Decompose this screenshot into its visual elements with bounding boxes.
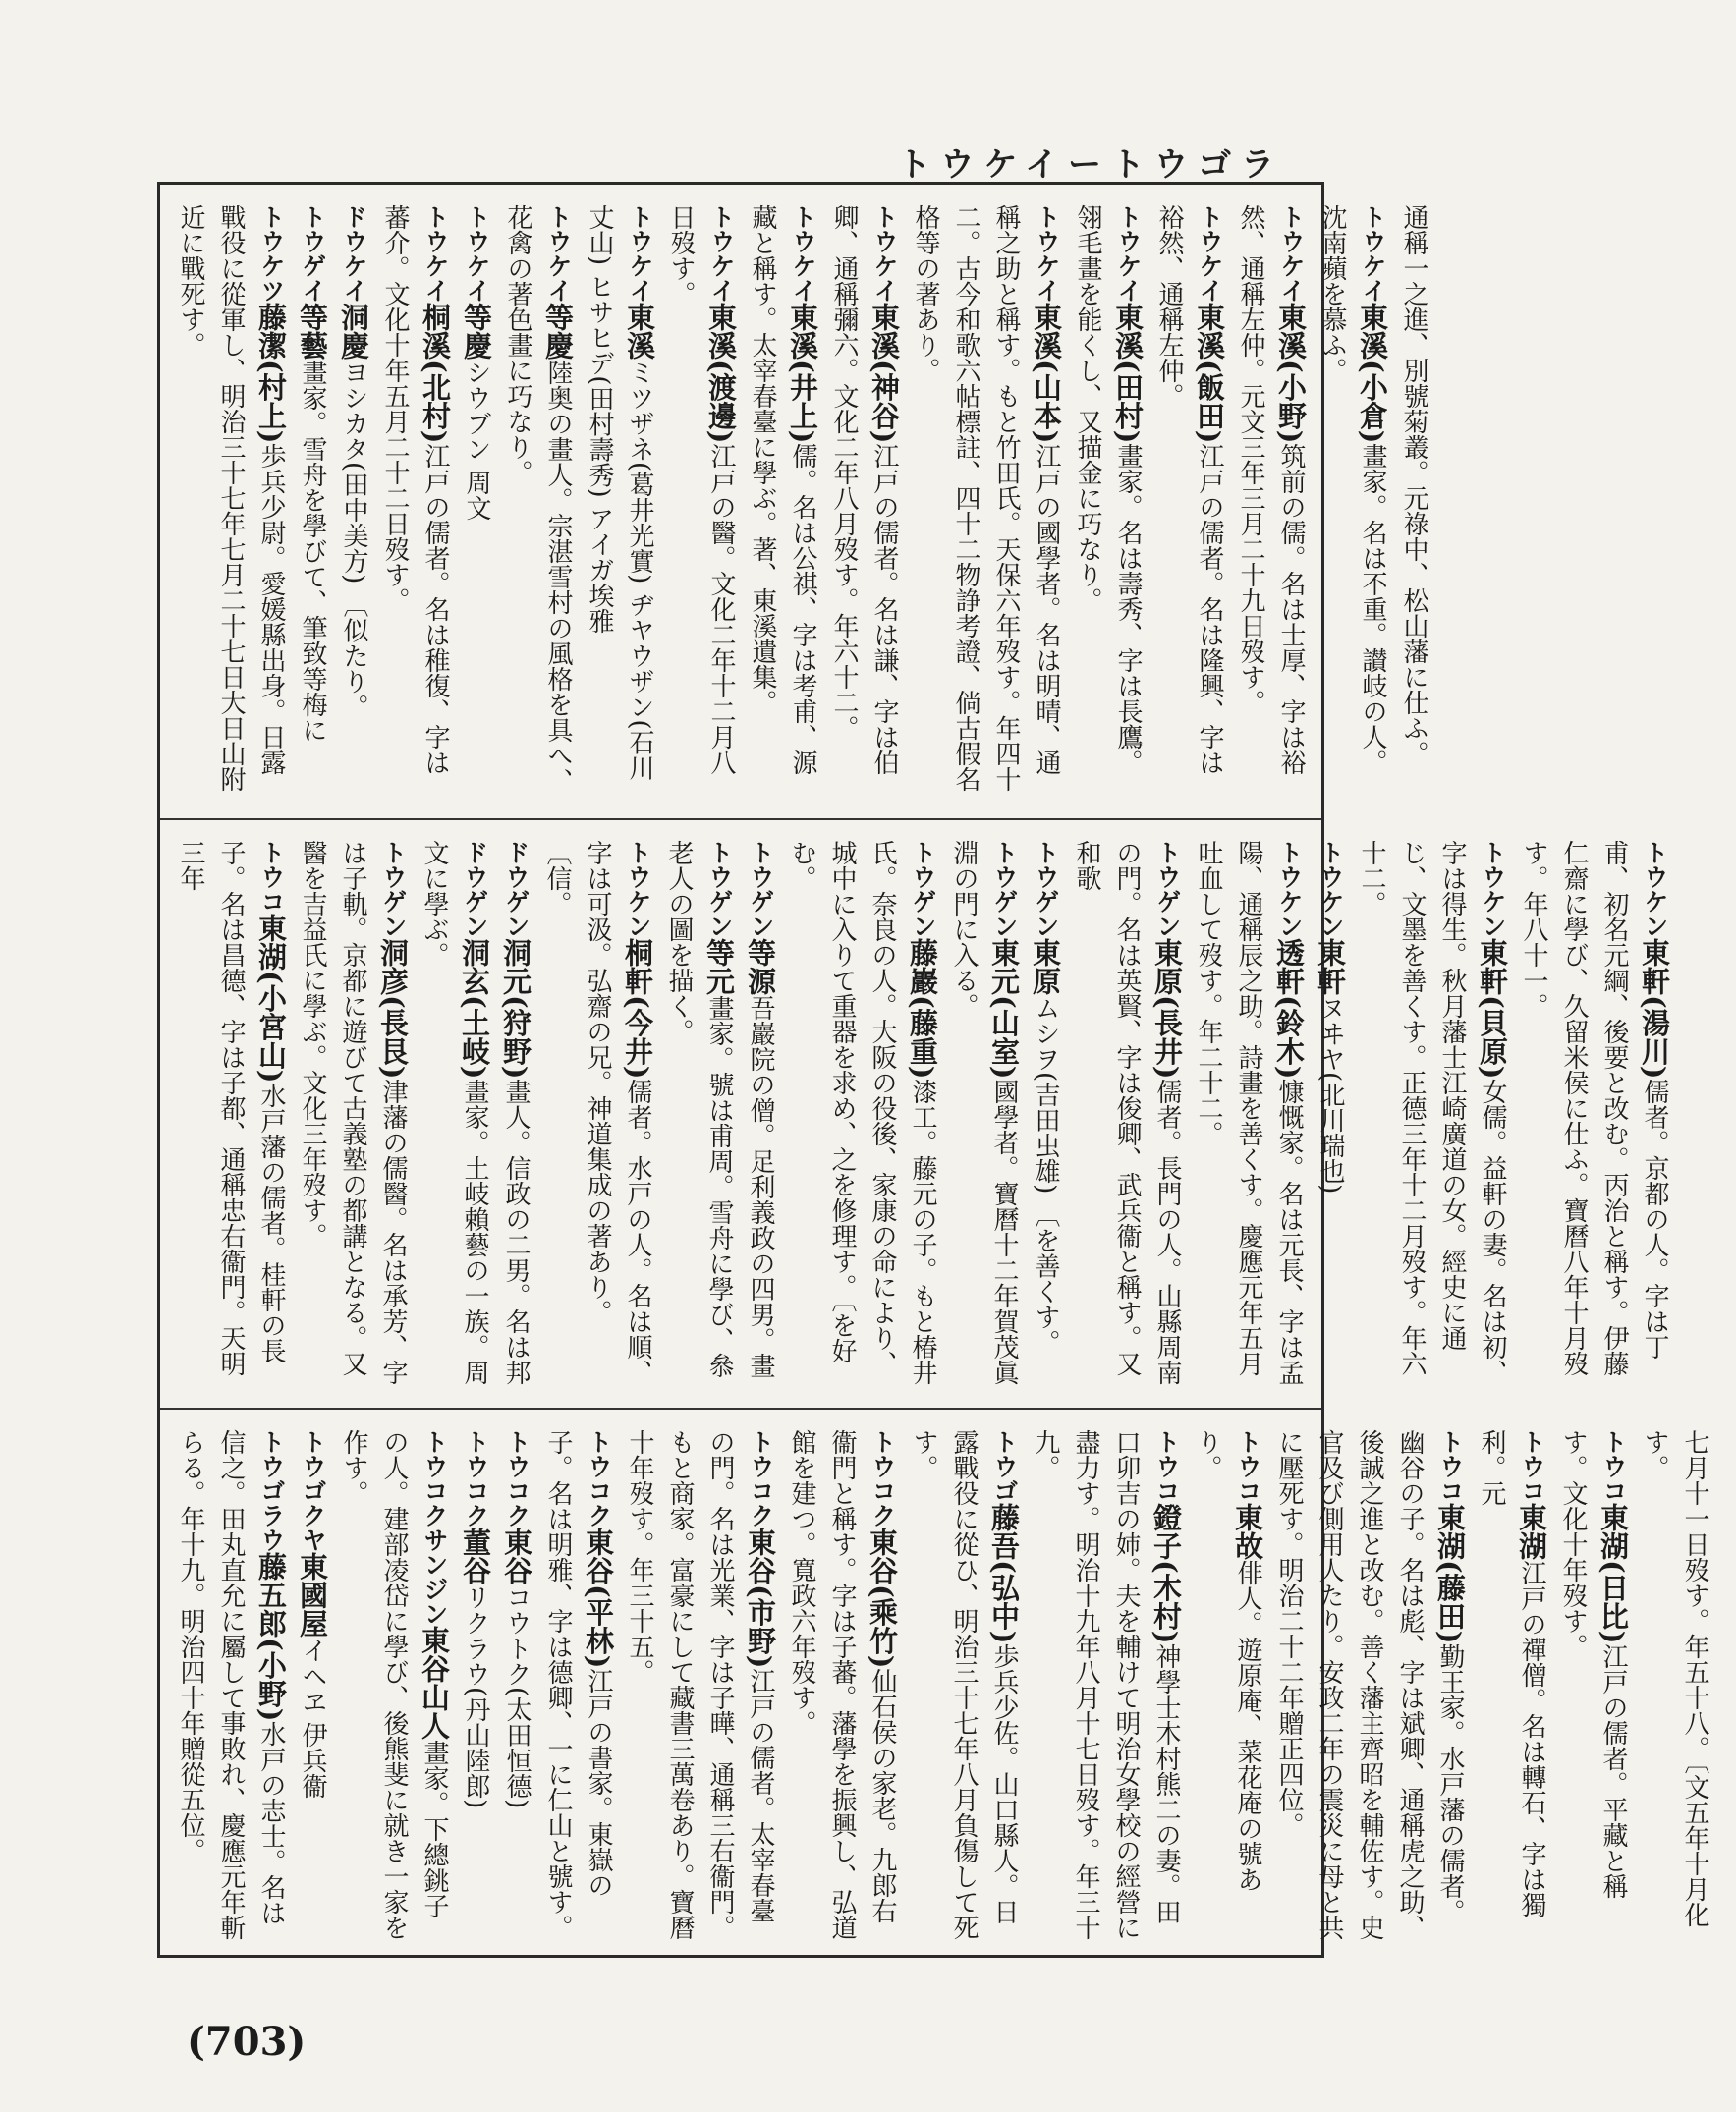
entry-headword: 東溪(田村) [1111, 303, 1145, 444]
entry-reading: トウゲン [379, 840, 408, 938]
dictionary-entry [1634, 1429, 1714, 1941]
entry-reading: トウコ [1152, 1429, 1181, 1503]
entry-reading: トウケイ [707, 204, 736, 303]
entry-headword: 東谷 [500, 1528, 533, 1584]
entry-definition: リクラウ(丹山陸郎) [461, 1584, 490, 1809]
middle-tier-text [160, 820, 1697, 1408]
entry-headword: 鐙子(木村) [1149, 1503, 1183, 1644]
entry-reading: トウゲイ [299, 204, 327, 303]
upper-tier-text [160, 185, 1455, 818]
entry-headword: 東溪(山本) [1030, 303, 1063, 444]
dictionary-entry [1067, 204, 1148, 799]
dictionary-entry [292, 204, 333, 799]
entry-reading: トウゴ [990, 1429, 1019, 1503]
entry-headword: 東溪(神谷) [868, 303, 901, 444]
dictionary-entry [1310, 840, 1351, 1388]
dictionary-entry [579, 204, 660, 799]
entry-headword: 透軒(鈴木) [1272, 938, 1306, 1080]
entry-reading: トウコ [1599, 1429, 1628, 1503]
entry-reading: トウケイ [789, 204, 817, 303]
entry-headword: 等藝 [296, 303, 329, 360]
dictionary-entry [170, 204, 292, 799]
entry-headword: 桐軒(今井) [621, 938, 654, 1080]
entry-reading: トウケイ [463, 204, 491, 303]
dictionary-entry [658, 840, 740, 1388]
entry-reading: ドウゲン [502, 840, 531, 938]
entry-headword: 東谷(市野) [744, 1528, 777, 1669]
entry-headword: 東軒 [1314, 938, 1347, 995]
entry-reading: トウコク [462, 1429, 490, 1528]
entry-headword: 東溪(渡邊) [704, 303, 738, 444]
entry-definition: 江戸の禪僧。名は轉石、字は獨利。元 [1477, 1429, 1546, 1917]
dictionary-entry [1552, 1429, 1634, 1941]
entry-headword: 東湖(小宮山) [254, 914, 288, 1084]
entry-definition: 水戸の志士。名は信之。田丸直允に屬して事敗れ、慶應元年斬らる。年十九。明治四十年贈從五位。 [176, 1429, 286, 1940]
continued-text: 通稱一之進、別號菊叢。元祿中、松山藩に仕ふ。 [1399, 204, 1428, 766]
entry-definition: 俳人。遊原庵、菜花庵の號あり。 [1193, 1429, 1262, 1892]
lower-tier-text [160, 1410, 1736, 1961]
entry-reading: トウケイ [626, 204, 654, 303]
entry-definition: 儒者。長門の人。山縣周南の門。名は英賢、字は俊卿、武兵衞と稱す。又和歌 [1072, 840, 1182, 1386]
entry-definition: ムシヲ(吉田虫雄) 〔を善くす。 [1031, 995, 1060, 1356]
entry-reading: トウゲン [747, 840, 775, 938]
dictionary-entry [943, 840, 1025, 1388]
dictionary-entry [333, 204, 374, 799]
entry-reading: トウゴラウ [257, 1429, 286, 1552]
entry-definition: ミツザネ(葛井光實) ヂヤウザン(石川丈山) ヒサヒデ(田村壽秀) アイガ埃雅 [585, 204, 654, 781]
entry-reading: トウゲン [990, 840, 1019, 938]
entry-headword: 東溪(小倉) [1356, 303, 1389, 444]
entry-headword: 東谷(乘竹) [866, 1528, 899, 1669]
entry-definition: シウブン 周文 [462, 360, 491, 522]
entry-definition: 女儒。益軒の妻。名は初、字は得生。秋月藩士江崎廣道の女。經史に通じ、文墨を善くす。正德三年十二月歿す。年六十二。 [1357, 840, 1507, 1386]
dictionary-entry [292, 840, 414, 1388]
dictionary-entry [1025, 1429, 1187, 1941]
entry-headword: 等元 [702, 938, 736, 995]
entry-headword: 東湖(日比) [1596, 1503, 1630, 1644]
dictionary-entry [170, 1429, 292, 1941]
entry-headword: 東軒(湯川) [1638, 938, 1671, 1080]
entry-headword: 東溪(飯田) [1193, 303, 1226, 444]
entry-reading: トウケイ [1033, 204, 1061, 303]
dictionary-entry [1393, 204, 1433, 799]
dictionary-entry [537, 1429, 619, 1941]
entry-reading: トウゲン [1032, 840, 1060, 938]
entry-definition: 江戸の書家。東嶽の子。名は明雅、字は德卿、一に仁山と號す。 [543, 1429, 613, 1940]
dictionary-entry [1230, 204, 1312, 799]
entry-reading: トウケイ [1196, 204, 1224, 303]
entry-definition: 儒者。京都の人。字は丁甫、初名元綱、後要と改む。丙治と稱す。伊藤仁齋に學び、久留米侯に仕ふ。寶曆八年十月歿す。年八十一。 [1519, 840, 1669, 1376]
dictionary-entry [660, 204, 742, 799]
dictionary-entry [1268, 1429, 1471, 1941]
entry-definition: 儒者。水戸の人。名は順、字は可汲。弘齋の兄。神道集成の著あり。〔信。 [542, 840, 652, 1386]
entry-definition: 畫家。雪舟を學びて、筆致等梅に [298, 360, 327, 743]
entry-definition: 漆工。藤元の子。もと椿井氏。奈良の人。大阪の役後、家康の命により、城中に入りて重器を求め、之を修理す。〔を好む。 [787, 840, 937, 1386]
entry-definition: 陸奥の畫人。宗湛雪村の風格を具へ、花禽の著色畫に巧なり。 [503, 204, 573, 794]
entry-definition: 仙石侯の家老。九郎右衞門と稱す。字は子蕃。藩學を振興し、弘道館を建つ。寬政六年歿す。 [787, 1429, 897, 1940]
entry-definition: 慷慨家。名は元長、字は孟陽、通稱辰之助。詩畫を善くす。慶應元年五月吐血して歿す。年二十二。 [1194, 840, 1304, 1386]
entry-reading: トウコクサンジン [420, 1429, 449, 1626]
dictionary-entry [333, 1429, 455, 1941]
entry-headword: 藤五郎(小野) [254, 1552, 288, 1722]
entry-definition: 江戸の儒者。平藏と稱す。文化十年歿す。 [1558, 1429, 1628, 1900]
continued-text: 七月十一日歿す。年五十八。〔文五年十月化す。 [1640, 1429, 1709, 1927]
entry-headword: 洞彦(長艮) [376, 938, 410, 1080]
dictionary-entry [414, 840, 495, 1388]
dictionary-entry [740, 840, 781, 1388]
page-number: (703) [187, 2019, 307, 2065]
entry-reading: トウコク [503, 1429, 532, 1528]
dictionary-entry [496, 1429, 537, 1941]
dictionary-entry [1148, 204, 1230, 799]
entry-reading: トウケイ [421, 204, 450, 303]
entry-reading: ドウケイ [340, 204, 368, 303]
entry-definition: イヘヱ 伊兵衞 [298, 1638, 327, 1800]
entry-reading: トウコ [1518, 1429, 1546, 1503]
entry-headword: 東谷(平林) [582, 1528, 615, 1669]
dictionary-entry [170, 840, 292, 1388]
dictionary-entry [781, 1429, 903, 1941]
entry-reading: トウケイ [1359, 204, 1387, 303]
entry-headword: 東軒(貝原) [1476, 938, 1509, 1080]
dictionary-entry [905, 204, 1067, 799]
dictionary-entry [1025, 840, 1066, 1388]
entry-reading: ドウゲン [461, 840, 489, 938]
entry-headword: 東溪(小野) [1274, 303, 1308, 444]
entry-headword: 東湖 [1515, 1503, 1548, 1560]
entry-reading: トウケイ [1277, 204, 1306, 303]
entry-reading: トウケン [1479, 840, 1507, 938]
dictionary-entry [1513, 840, 1675, 1388]
entry-headword: 藤吾(弘中) [987, 1503, 1021, 1644]
entry-definition: コウトク(太田恒德) [502, 1584, 532, 1809]
entry-definition: 神學士木村熊二の妻。田口卯吉の姉。夫を輔けて明治女學校の經營に盡力す。明治十九年八月十七日歿す。年三十九。 [1031, 1429, 1181, 1940]
entry-headword: 等慶 [541, 303, 575, 360]
entry-headword: 東故 [1231, 1503, 1264, 1560]
dictionary-entry [823, 204, 905, 799]
entry-headword: 桐溪(北村) [419, 303, 452, 444]
entry-reading: トウコク [585, 1429, 613, 1528]
entry-headword: 洞玄(土岐) [458, 938, 491, 1080]
entry-definition: 水戸藩の儒者。桂軒の長子。名は昌德、字は子都、通稱忠右衞門。天明三年 [176, 840, 286, 1376]
dictionary-entry [292, 1429, 333, 1941]
entry-headword: 東湖(藤田) [1433, 1503, 1467, 1644]
dictionary-entry [619, 1429, 781, 1941]
entry-headword: 藤潔(村上) [254, 303, 288, 444]
entry-headword: 董谷 [459, 1528, 492, 1584]
entry-definition: 江戸の醫。文化二年十二月八日歿す。 [666, 204, 736, 776]
entry-headword: 東原 [1029, 938, 1062, 995]
entry-definition: 江戸の儒者。名は稚復、字は蕃介。文化十年五月二十二日歿す。 [380, 204, 450, 776]
dictionary-entry [374, 204, 456, 799]
entry-headword: 東溪(井上) [786, 303, 819, 444]
entry-definition: 江戸の儒者。太宰春臺の門。名は光業、字は子曄、通稱三右衞門。もと商家。富豪にして藏書三萬卷あり。寶曆十年歿す。年三十五。 [625, 1429, 775, 1940]
middle-tier [160, 818, 1671, 1408]
dictionary-entry [455, 1429, 496, 1941]
dictionary-entry [1188, 840, 1310, 1388]
entry-reading: トウケツ [257, 204, 286, 303]
entry-definition: 津藩の儒醫。名は承芳、字は子軌。京都に遊びて古義塾の都講となる。又醫を吉益氏に學ぶ。文化三年歿す。 [298, 840, 408, 1386]
dictionary-entry [536, 840, 658, 1388]
entry-definition: 國學者。寶曆十二年賀茂眞淵の門に入る。 [949, 840, 1019, 1386]
dictionary-entry [1187, 1429, 1268, 1941]
entry-headword: 洞慶 [337, 303, 370, 360]
entry-reading: トウゲン [909, 840, 937, 938]
entry-reading: トウケン [1275, 840, 1304, 938]
entry-headword: 東原(長井) [1150, 938, 1184, 1080]
entry-reading: トウコク [868, 1429, 897, 1528]
entry-definition: 吾巖院の僧。足利義政の四男。畫 [746, 995, 775, 1378]
entry-definition: 歩兵少佐。山口縣人。日露戰役に從ひ、明治三十七年八月負傷して死す。 [909, 1429, 1019, 1940]
entry-definition: 筑前の儒。名は士厚、字は裕然、通稱左仲。元文三年三月二十九日歿す。 [1236, 204, 1306, 776]
entry-definition: 歩兵少尉。愛媛縣出身。日露戰役に從軍し、明治三十七年七月二十七日大日山附近に戰死す。 [176, 204, 286, 792]
entry-reading: トウコ [1436, 1429, 1465, 1503]
entry-headword: 洞元(狩野) [499, 938, 532, 1080]
entry-reading: トウケイ [870, 204, 899, 303]
entry-headword: 藤巖(藤重) [906, 938, 939, 1080]
entry-definition: 勤王家。水戸藩の儒者。幽谷の子。名は彪、字は斌卿、通稱虎之助、後誠之進と改む。善く藩主齊昭を輔佐す。史官及び側用人たり。安政二年の震災に母と共に壓死す。明治二十二年贈正四位。 [1274, 1429, 1465, 1940]
lower-tier [160, 1408, 1709, 1961]
entry-definition: 畫家。名は不重。讃岐の人。沈南蘋を慕ふ。 [1317, 204, 1387, 776]
entry-definition: 畫家。下總銚子の人。建部凌岱に學び、後熊斐に就き一家を作す。 [339, 1429, 449, 1940]
entry-headword: 東溪 [623, 303, 656, 360]
entry-definition: 畫人。信政の二男。名は邦 [501, 1079, 531, 1386]
dictionary-entry [495, 840, 536, 1388]
running-head: トウケイートウゴラ [897, 145, 1284, 185]
dictionary-entry [1351, 840, 1513, 1388]
dictionary-page-frame [157, 182, 1709, 1958]
dictionary-entry [742, 204, 823, 799]
entry-reading: トウケン [1316, 840, 1345, 938]
entry-definition: ヌヰヤ(北川瑞也) [1316, 995, 1345, 1195]
entry-headword: 等源 [744, 938, 777, 995]
entry-reading: トウコ [257, 840, 286, 914]
dictionary-entry [1471, 1429, 1552, 1941]
entry-headword: 東國屋 [296, 1552, 329, 1638]
entry-headword: 東谷山人 [418, 1626, 451, 1740]
entry-definition: 畫家。號は甫周。雪舟に學び、叅老人の圖を描く。 [664, 840, 734, 1378]
entry-reading: トウゲン [705, 840, 734, 938]
entry-reading: トウケン [624, 840, 652, 938]
entry-definition: 儒。名は公祺、字は考甫、源藏と稱す。太宰春臺に學ぶ。著、東溪遺集。 [748, 204, 817, 776]
entry-definition: 江戸の儒者。名は謙、字は伯卿、通稱彌六。文化二年八月歿す。年六十二。 [829, 204, 899, 776]
entry-reading: トウケイ [1114, 204, 1143, 303]
dictionary-entry [1312, 204, 1393, 799]
dictionary-entry [497, 204, 579, 799]
entry-definition: 江戸の儒者。名は隆興、字は裕然、通稱左仲。 [1154, 204, 1224, 776]
entry-reading: トウゲン [1153, 840, 1182, 938]
entry-reading: トウコ [1234, 1429, 1262, 1503]
entry-reading: トウケン [1641, 840, 1669, 938]
entry-headword: 東元(山室) [987, 938, 1021, 1080]
dictionary-entry [456, 204, 497, 799]
upper-tier [160, 185, 1428, 818]
dictionary-entry [903, 1429, 1025, 1941]
entry-definition: 江戸の國學者。名は明晴、通稱之助と稱す。もと竹田氏。天保六年歿す。年四十二。古今和歌六帖標註、四十二物諍考證、倘古假名格等の著あり。 [911, 204, 1061, 792]
dictionary-entry [1066, 840, 1188, 1388]
dictionary-entry [781, 840, 943, 1388]
entry-headword: 等慶 [460, 303, 493, 360]
entry-definition: 畫家。土岐賴藝の一族。周文に學ぶ。 [420, 840, 489, 1386]
entry-reading: トウケイ [544, 204, 573, 303]
entry-definition: 畫家。名は壽秀、字は長鷹。翎毛畫を能くし、又描金に巧なり。 [1073, 204, 1143, 776]
entry-definition: ヨシカタ(田中美方) 〔似たり。 [339, 360, 368, 720]
entry-reading: トウゴクヤ [299, 1429, 327, 1552]
entry-reading: トウコク [747, 1429, 775, 1528]
